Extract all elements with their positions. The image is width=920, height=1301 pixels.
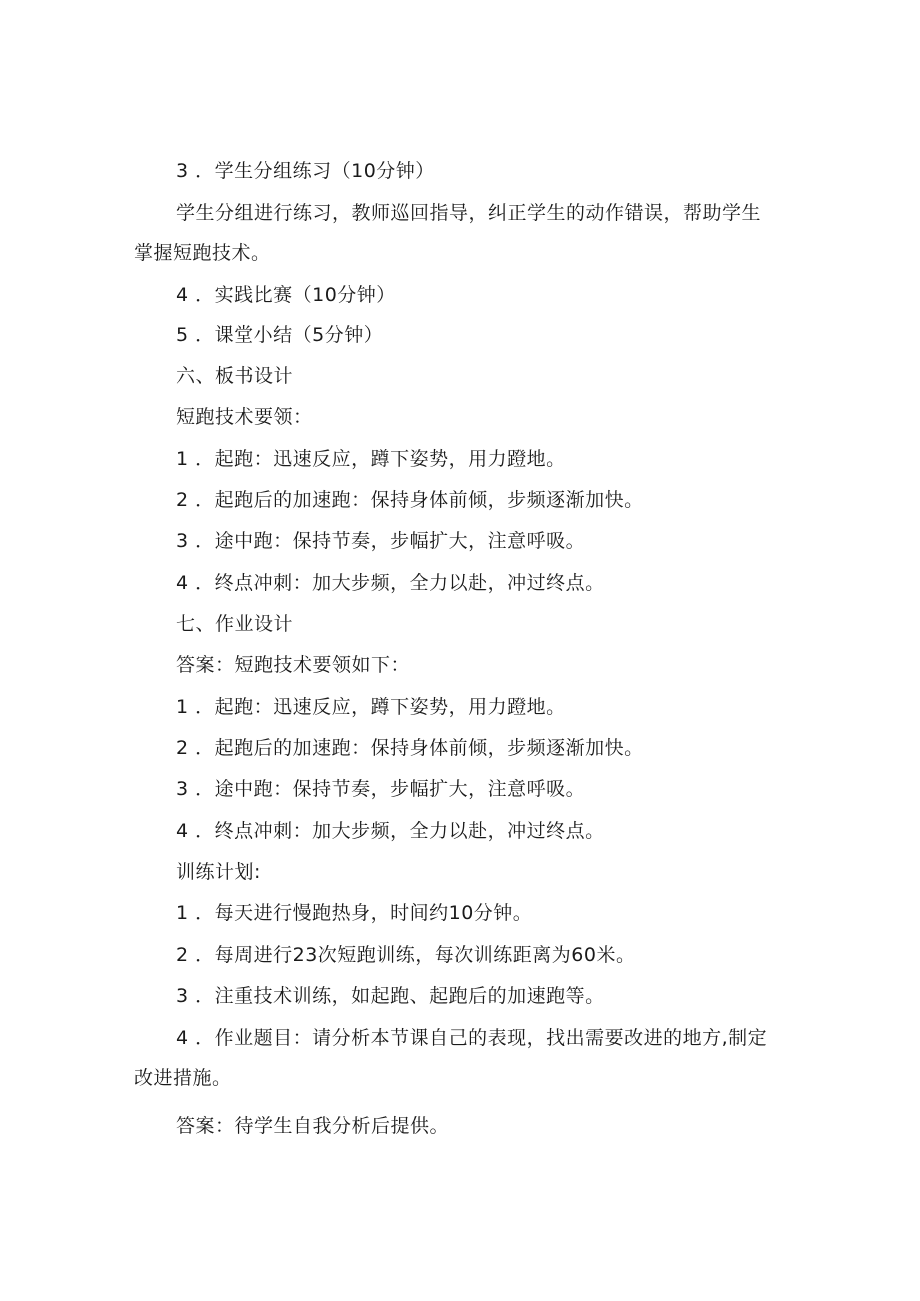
item-practice-match: 4 ．实践比赛（10分钟） xyxy=(176,284,396,306)
section-heading-homework-design: 七、作业设计 xyxy=(176,613,294,635)
list-item: 1 ．起跑：迅速反应，蹲下姿势，用力蹬地。 xyxy=(176,696,566,718)
paragraph-group-practice xyxy=(134,193,790,273)
list-item: 3 ．注重技术训练，如起跑、起跑后的加速跑等。 xyxy=(176,985,605,1007)
paragraph-line: 改进措施。 xyxy=(134,1067,232,1089)
list-item: 2 ．起跑后的加速跑：保持身体前倾，步频逐渐加快。 xyxy=(176,737,644,759)
section-heading-board-design: 六、板书设计 xyxy=(176,365,294,387)
list-item: 4 ．终点冲刺：加大步频，全力以赴，冲过终点。 xyxy=(176,572,605,594)
answer-final: 答案：待学生自我分析后提供。 xyxy=(176,1115,450,1137)
subheading-training-plan: 训练计划: xyxy=(176,861,261,883)
list-item: 2 ．起跑后的加速跑：保持身体前倾，步频逐渐加快。 xyxy=(176,489,644,511)
paragraph-line: 学生分组进行练习，教师巡回指导，纠正学生的动作错误，帮助学生 xyxy=(176,202,762,224)
list-item: 3 ．途中跑：保持节奏，步幅扩大，注意呼吸。 xyxy=(176,778,586,800)
subheading-sprint-essentials: 短跑技术要领： xyxy=(176,406,313,428)
answer-intro: 答案：短跑技术要领如下： xyxy=(176,654,411,676)
list-item: 1 ．起跑：迅速反应，蹲下姿势，用力蹬地。 xyxy=(176,448,566,470)
list-item: 1 ．每天进行慢跑热身，时间约10分钟。 xyxy=(176,902,533,924)
list-item: 4 ．终点冲刺：加大步频，全力以赴，冲过终点。 xyxy=(176,820,605,842)
paragraph-line: 4 ．作业题目：请分析本节课自己的表现，找出需要改进的地方,制定 xyxy=(176,1027,768,1049)
paragraph-homework-task xyxy=(134,1018,790,1098)
paragraph-line: 掌握短跑技术。 xyxy=(134,242,271,264)
item-group-practice-heading: 3 ．学生分组练习（10分钟） xyxy=(176,160,435,182)
list-item: 2 ．每周进行23次短跑训练，每次训练距离为60米。 xyxy=(176,944,636,966)
item-class-summary: 5 ．课堂小结（5分钟） xyxy=(176,324,384,346)
list-item: 3 ．途中跑：保持节奏，步幅扩大，注意呼吸。 xyxy=(176,530,586,552)
